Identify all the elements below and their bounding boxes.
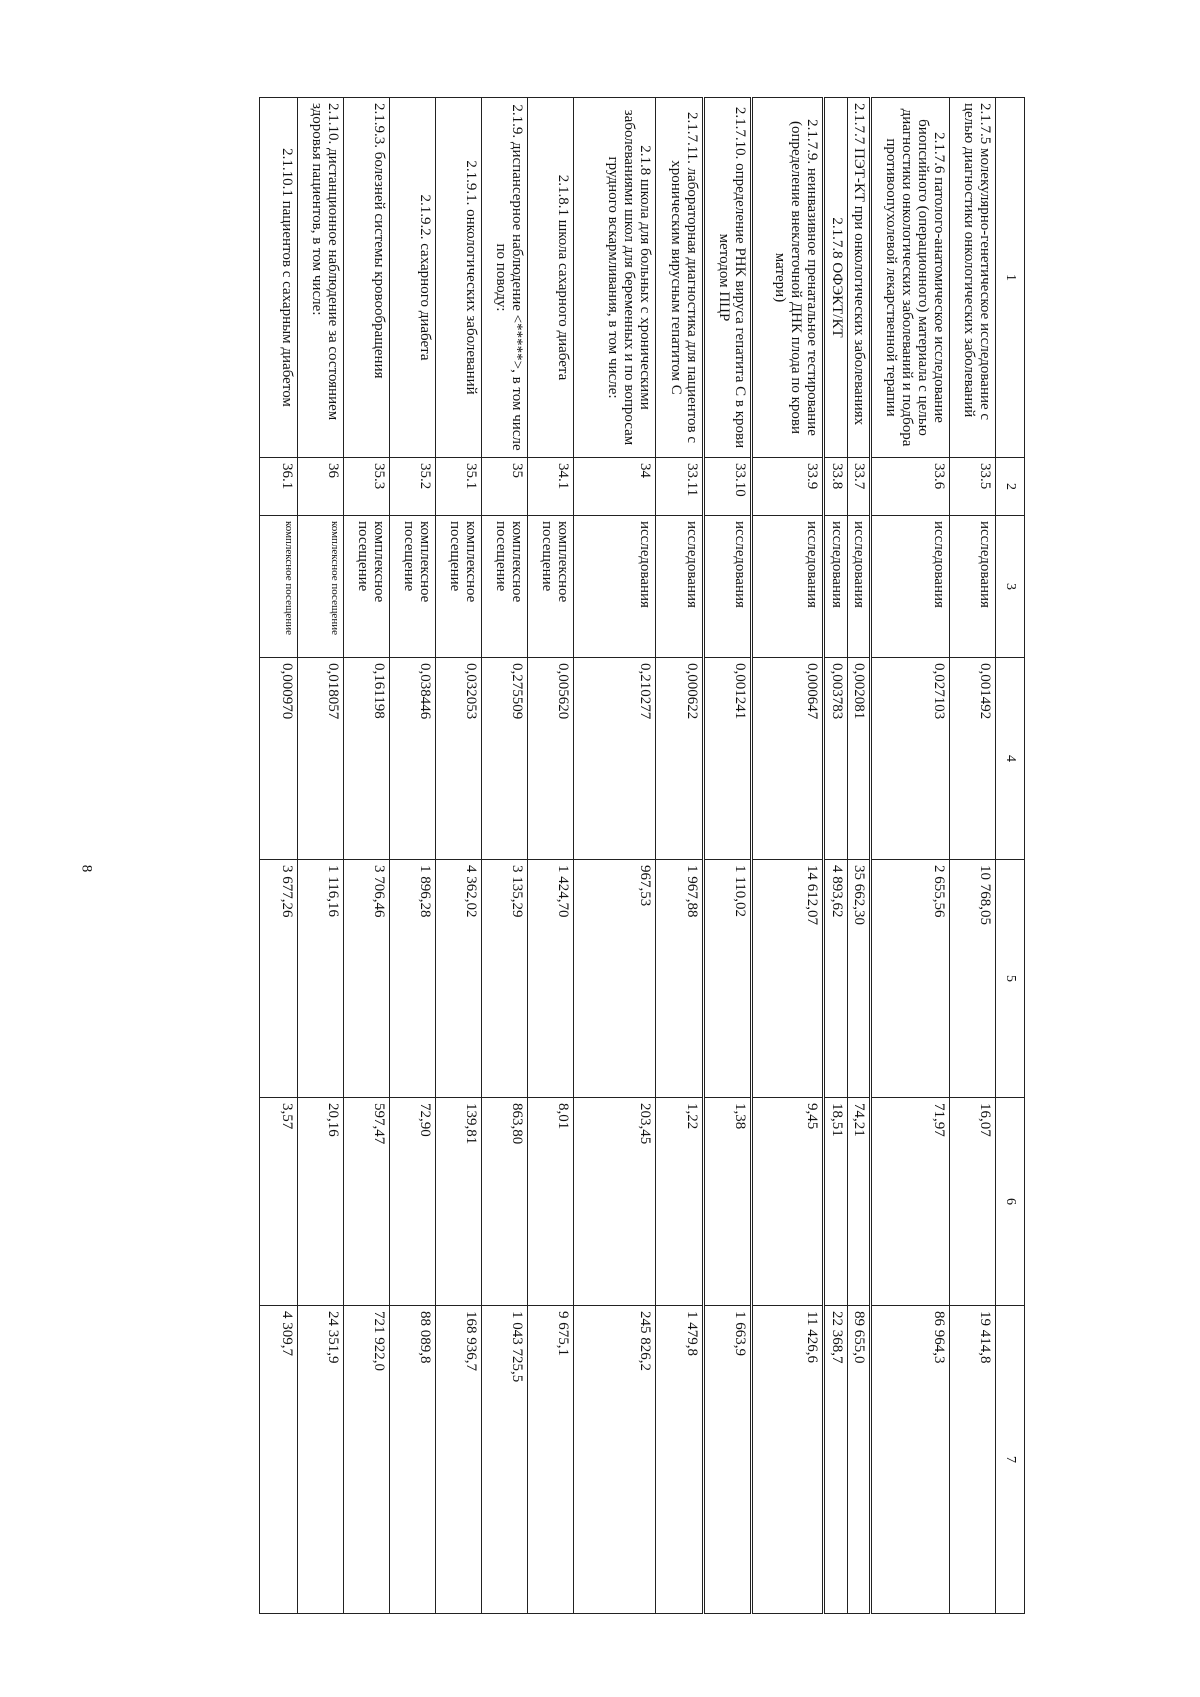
row-name: 2.1.7.8 ОФЭКТ/КТ [824, 98, 848, 458]
row-unit: исследования [574, 516, 656, 658]
row-code: 36 [298, 458, 344, 516]
row-unit: исследования [704, 516, 752, 658]
row-value: 35 662,30 [848, 860, 871, 1098]
table-row [574, 98, 656, 1614]
row-value: 1 110,02 [704, 860, 752, 1098]
row-code: 36.1 [260, 458, 298, 516]
row-value: 0,027103 [871, 658, 950, 860]
table-row [390, 98, 436, 1614]
row-value: 0,000970 [260, 658, 298, 860]
row-value: 1 424,70 [528, 860, 574, 1098]
row-value: 4 893,62 [824, 860, 848, 1098]
row-name: 2.1.7.11. лабораторная диагностика для пациентов с хроническим вирусным гепатитом С [656, 98, 704, 458]
row-code: 33.11 [656, 458, 704, 516]
row-value: 2 655,56 [871, 860, 950, 1098]
row-unit: комплексное посещение [482, 516, 528, 658]
table-row [656, 98, 704, 1614]
row-value: 0,038446 [390, 658, 436, 860]
row-name: 2.1.10.1 пациентов с сахарным диабетом [260, 98, 298, 458]
table-row [871, 98, 950, 1614]
row-value: 0,003783 [824, 658, 848, 860]
row-name: 2.1.7.10. определение РНК вируса гепатита С в крови методом ПЦР [704, 98, 752, 458]
table-row [950, 98, 996, 1614]
page-number: 8 [78, 864, 95, 873]
row-value: 22 368,7 [824, 1306, 848, 1614]
row-code: 33.9 [752, 458, 824, 516]
row-code: 33.8 [824, 458, 848, 516]
column-header: 2 [996, 458, 1025, 516]
row-name: 2.1.7.9. неинвазивное пренатальное тестирование (определение внеклеточной ДНК плода по крови матери) [752, 98, 824, 458]
row-value: 0,275509 [482, 658, 528, 860]
row-unit: исследования [871, 516, 950, 658]
table-row [528, 98, 574, 1614]
row-value: 86 964,3 [871, 1306, 950, 1614]
row-value: 3 135,29 [482, 860, 528, 1098]
row-unit: исследования [848, 516, 871, 658]
row-value: 11 426,6 [752, 1306, 824, 1614]
table-row [848, 98, 871, 1614]
row-unit: комплексное посещение [528, 516, 574, 658]
row-value: 1,22 [656, 1098, 704, 1306]
row-name: 2.1.9.1. онкологических заболеваний [436, 98, 482, 458]
table-row [344, 98, 390, 1614]
row-unit: комплексное посещение [260, 516, 298, 658]
row-code: 35.1 [436, 458, 482, 516]
table-row [436, 98, 482, 1614]
row-code: 34 [574, 458, 656, 516]
row-value: 1 479,8 [656, 1306, 704, 1614]
row-value: 9,45 [752, 1098, 824, 1306]
row-code: 33.10 [704, 458, 752, 516]
row-value: 203,45 [574, 1098, 656, 1306]
row-value: 0,032053 [436, 658, 482, 860]
row-unit: исследования [656, 516, 704, 658]
row-value: 0,161198 [344, 658, 390, 860]
row-value: 1 896,28 [390, 860, 436, 1098]
row-name: 2.1.7.7 ПЭТ-КТ при онкологических заболеваниях [848, 98, 871, 458]
table-row [482, 98, 528, 1614]
row-unit: исследования [752, 516, 824, 658]
row-code: 35 [482, 458, 528, 516]
row-value: 967,53 [574, 860, 656, 1098]
row-value: 1,38 [704, 1098, 752, 1306]
row-value: 0,001241 [704, 658, 752, 860]
data-table [259, 97, 1025, 1614]
row-value: 8,01 [528, 1098, 574, 1306]
row-name: 2.1.9.3. болезней системы кровообращения [344, 98, 390, 458]
row-value: 89 655,0 [848, 1306, 871, 1614]
row-name: 2.1.10. дистанционное наблюдение за состоянием здоровья пациентов, в том числе: [298, 98, 344, 458]
row-value: 14 612,07 [752, 860, 824, 1098]
row-value: 88 089,8 [390, 1306, 436, 1614]
row-value: 0,005620 [528, 658, 574, 860]
row-code: 33.6 [871, 458, 950, 516]
row-unit: исследования [824, 516, 848, 658]
column-header: 1 [996, 98, 1025, 458]
row-name: 2.1.8.1 школа сахарного диабета [528, 98, 574, 458]
row-value: 18,51 [824, 1098, 848, 1306]
row-value: 863,80 [482, 1098, 528, 1306]
row-unit: комплексное посещение [344, 516, 390, 658]
table-row [260, 98, 298, 1614]
rotated-table-container [175, 97, 1025, 1613]
row-value: 168 936,7 [436, 1306, 482, 1614]
row-unit: исследования [950, 516, 996, 658]
row-value: 20,16 [298, 1098, 344, 1306]
row-value: 9 675,1 [528, 1306, 574, 1614]
row-value: 4 309,7 [260, 1306, 298, 1614]
row-code: 33.5 [950, 458, 996, 516]
row-value: 19 414,8 [950, 1306, 996, 1614]
row-value: 24 351,9 [298, 1306, 344, 1614]
row-value: 16,07 [950, 1098, 996, 1306]
header-row [996, 98, 1025, 1614]
row-name: 2.1.9. диспансерное наблюдение <*****>, в том числе по поводу: [482, 98, 528, 458]
table-row [298, 98, 344, 1614]
column-header: 6 [996, 1098, 1025, 1306]
column-header: 4 [996, 658, 1025, 860]
row-value: 10 768,05 [950, 860, 996, 1098]
row-value: 0,000622 [656, 658, 704, 860]
row-unit: комплексное посещение [298, 516, 344, 658]
row-name: 2.1.7.5 молекулярно-генетическое исследование с целью диагностики онкологических заболеваний [950, 98, 996, 458]
row-unit: комплексное посещение [390, 516, 436, 658]
row-code: 35.2 [390, 458, 436, 516]
table-row [752, 98, 824, 1614]
row-value: 0,002081 [848, 658, 871, 860]
row-value: 597,47 [344, 1098, 390, 1306]
row-value: 0,018057 [298, 658, 344, 860]
row-code: 35.3 [344, 458, 390, 516]
row-name: 2.1.8 школа для больных с хроническими заболеваниями школ для беременных и по вопросам грудного вскармливания, в том числе: [574, 98, 656, 458]
table-row [704, 98, 752, 1614]
row-value: 1 043 725,5 [482, 1306, 528, 1614]
row-value: 1 967,88 [656, 860, 704, 1098]
row-code: 33.7 [848, 458, 871, 516]
row-value: 0,210277 [574, 658, 656, 860]
row-value: 3,57 [260, 1098, 298, 1306]
column-header: 5 [996, 860, 1025, 1098]
row-value: 1 116,16 [298, 860, 344, 1098]
row-value: 139,81 [436, 1098, 482, 1306]
row-value: 0,001492 [950, 658, 996, 860]
row-value: 71,97 [871, 1098, 950, 1306]
table-row [824, 98, 848, 1614]
row-value: 721 922,0 [344, 1306, 390, 1614]
row-code: 34.1 [528, 458, 574, 516]
column-header: 3 [996, 516, 1025, 658]
row-value: 74,21 [848, 1098, 871, 1306]
row-name: 2.1.7.6 патолого-анатомическое исследование биопсийного (операционного) материала с целью диагностики онкологических заболеваний и подбора противоопухолевой лекарственной терапии [871, 98, 950, 458]
column-header: 7 [996, 1306, 1025, 1614]
row-value: 1 663,9 [704, 1306, 752, 1614]
row-value: 3 677,26 [260, 860, 298, 1098]
row-value: 3 706,46 [344, 860, 390, 1098]
row-value: 0,000647 [752, 658, 824, 860]
row-value: 245 826,2 [574, 1306, 656, 1614]
row-value: 72,90 [390, 1098, 436, 1306]
row-value: 4 362,02 [436, 860, 482, 1098]
row-name: 2.1.9.2. сахарного диабета [390, 98, 436, 458]
row-unit: комплексное посещение [436, 516, 482, 658]
